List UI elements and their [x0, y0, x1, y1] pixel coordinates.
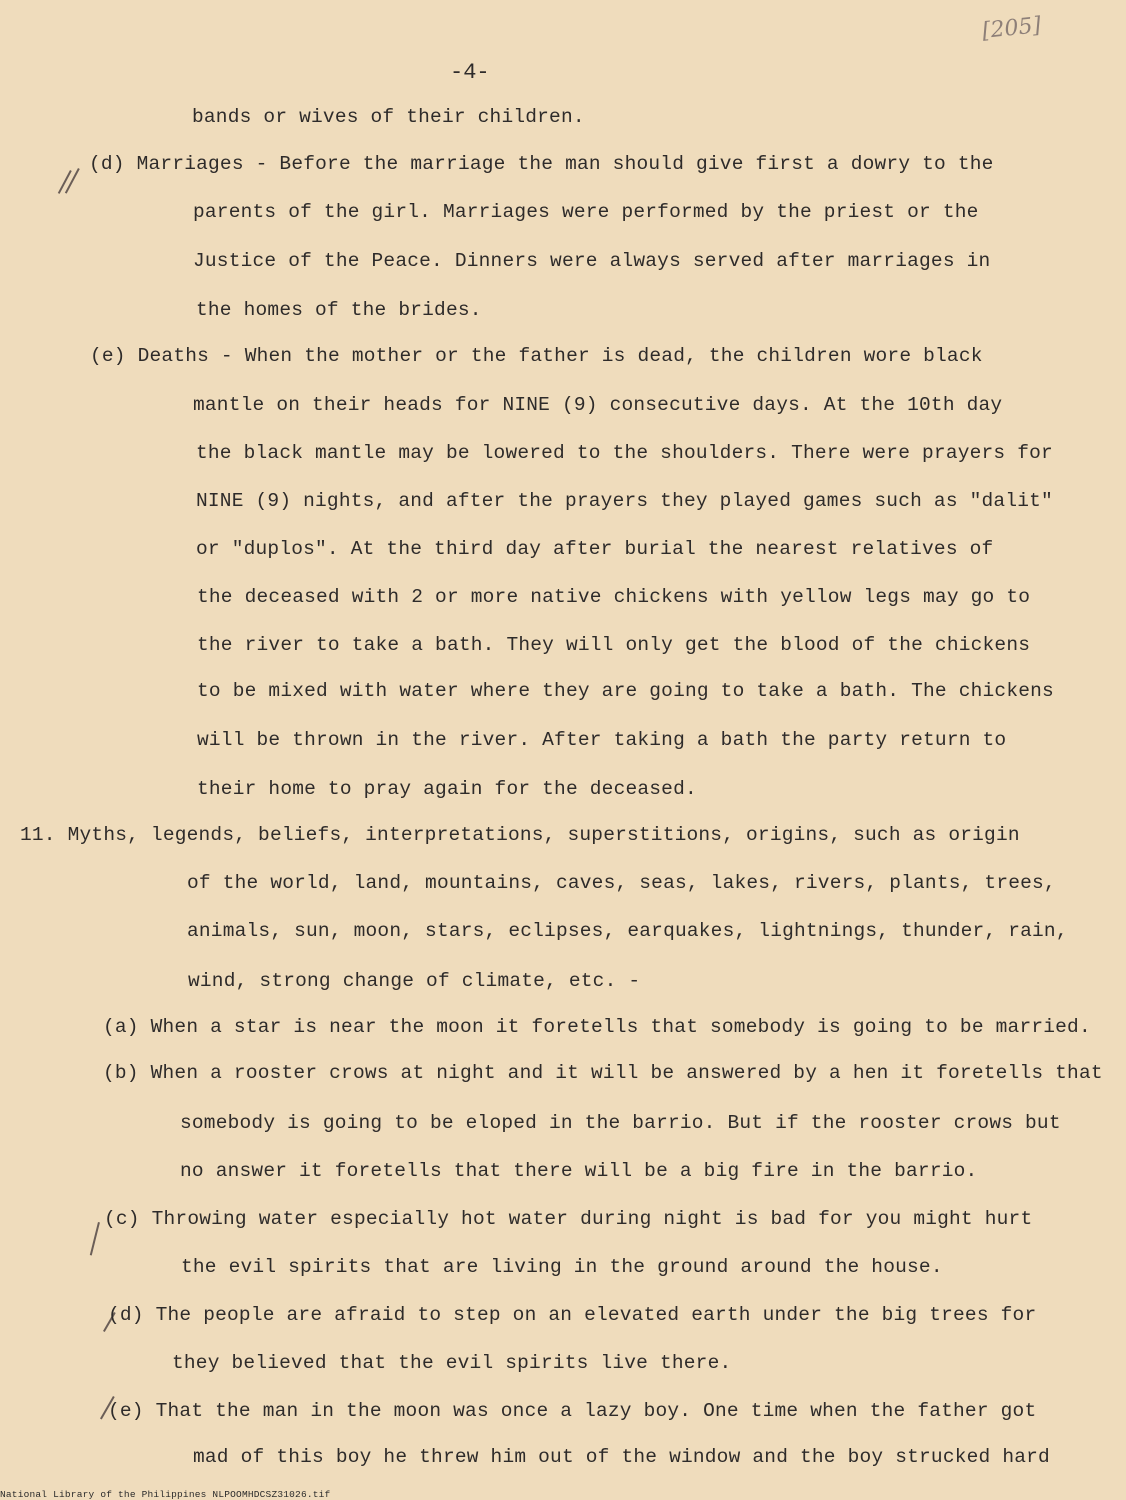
text-line: (b) When a rooster crows at night and it will be answered by a hen it foretells that	[103, 1062, 1103, 1084]
text-line: somebody is going to be eloped in the barrio. But if the rooster crows but	[180, 1112, 1061, 1134]
text-line: the black mantle may be lowered to the shoulders. There were prayers for	[196, 442, 1053, 464]
text-line: the evil spirits that are living in the ground around the house.	[181, 1256, 943, 1278]
text-line: 11. Myths, legends, beliefs, interpretations, superstitions, origins, such as origin	[20, 824, 1020, 846]
text-line: their home to pray again for the deceased.	[197, 778, 697, 800]
text-line: wind, strong change of climate, etc. -	[188, 970, 641, 992]
handwritten-mark	[90, 1222, 100, 1255]
text-line: (c) Throwing water especially hot water during night is bad for you might hurt	[104, 1208, 1033, 1230]
text-line: to be mixed with water where they are going to take a bath. The chickens	[197, 680, 1054, 702]
text-line: parents of the girl. Marriages were performed by the priest or the	[193, 201, 979, 223]
text-line: mantle on their heads for NINE (9) consecutive days. At the 10th day	[193, 394, 1003, 416]
page-number: -4-	[450, 60, 490, 85]
text-line: the homes of the brides.	[196, 299, 482, 321]
text-line: no answer it foretells that there will be a big fire in the barrio.	[180, 1160, 978, 1182]
text-line: mad of this boy he threw him out of the window and the boy strucked hard	[193, 1446, 1050, 1468]
text-line: Justice of the Peace. Dinners were always served after marriages in	[193, 250, 991, 272]
text-line: (d) The people are afraid to step on an elevated earth under the big trees for	[108, 1304, 1037, 1326]
text-line: will be thrown in the river. After taking a bath the party return to	[197, 729, 1007, 751]
text-line: they believed that the evil spirits live there.	[172, 1352, 732, 1374]
text-line: the river to take a bath. They will only get the blood of the chickens	[197, 634, 1031, 656]
text-line: (e) Deaths - When the mother or the father is dead, the children wore black	[90, 345, 983, 367]
text-line: NINE (9) nights, and after the prayers they played games such as "dalit"	[196, 490, 1053, 512]
handwritten-mark	[65, 168, 80, 194]
text-line: animals, sun, moon, stars, eclipses, earquakes, lightnings, thunder, rain,	[187, 920, 1068, 942]
text-line: (a) When a star is near the moon it foretells that somebody is going to be married.	[103, 1016, 1091, 1038]
text-line: (d) Marriages - Before the marriage the man should give first a dowry to the	[89, 153, 994, 175]
scan-footer: National Library of the Philippines NLPOOMHDCSZ31026.tif	[0, 1489, 331, 1500]
text-line: or "duplos". At the third day after burial the nearest relatives of	[196, 538, 994, 560]
text-line: the deceased with 2 or more native chickens with yellow legs may go to	[197, 586, 1031, 608]
text-line: of the world, land, mountains, caves, seas, lakes, rivers, plants, trees,	[187, 872, 1056, 894]
text-line: (e) That the man in the moon was once a lazy boy. One time when the father got	[108, 1400, 1037, 1422]
text-line: bands or wives of their children.	[192, 106, 585, 128]
page-corner-mark: [205]	[980, 12, 1043, 45]
